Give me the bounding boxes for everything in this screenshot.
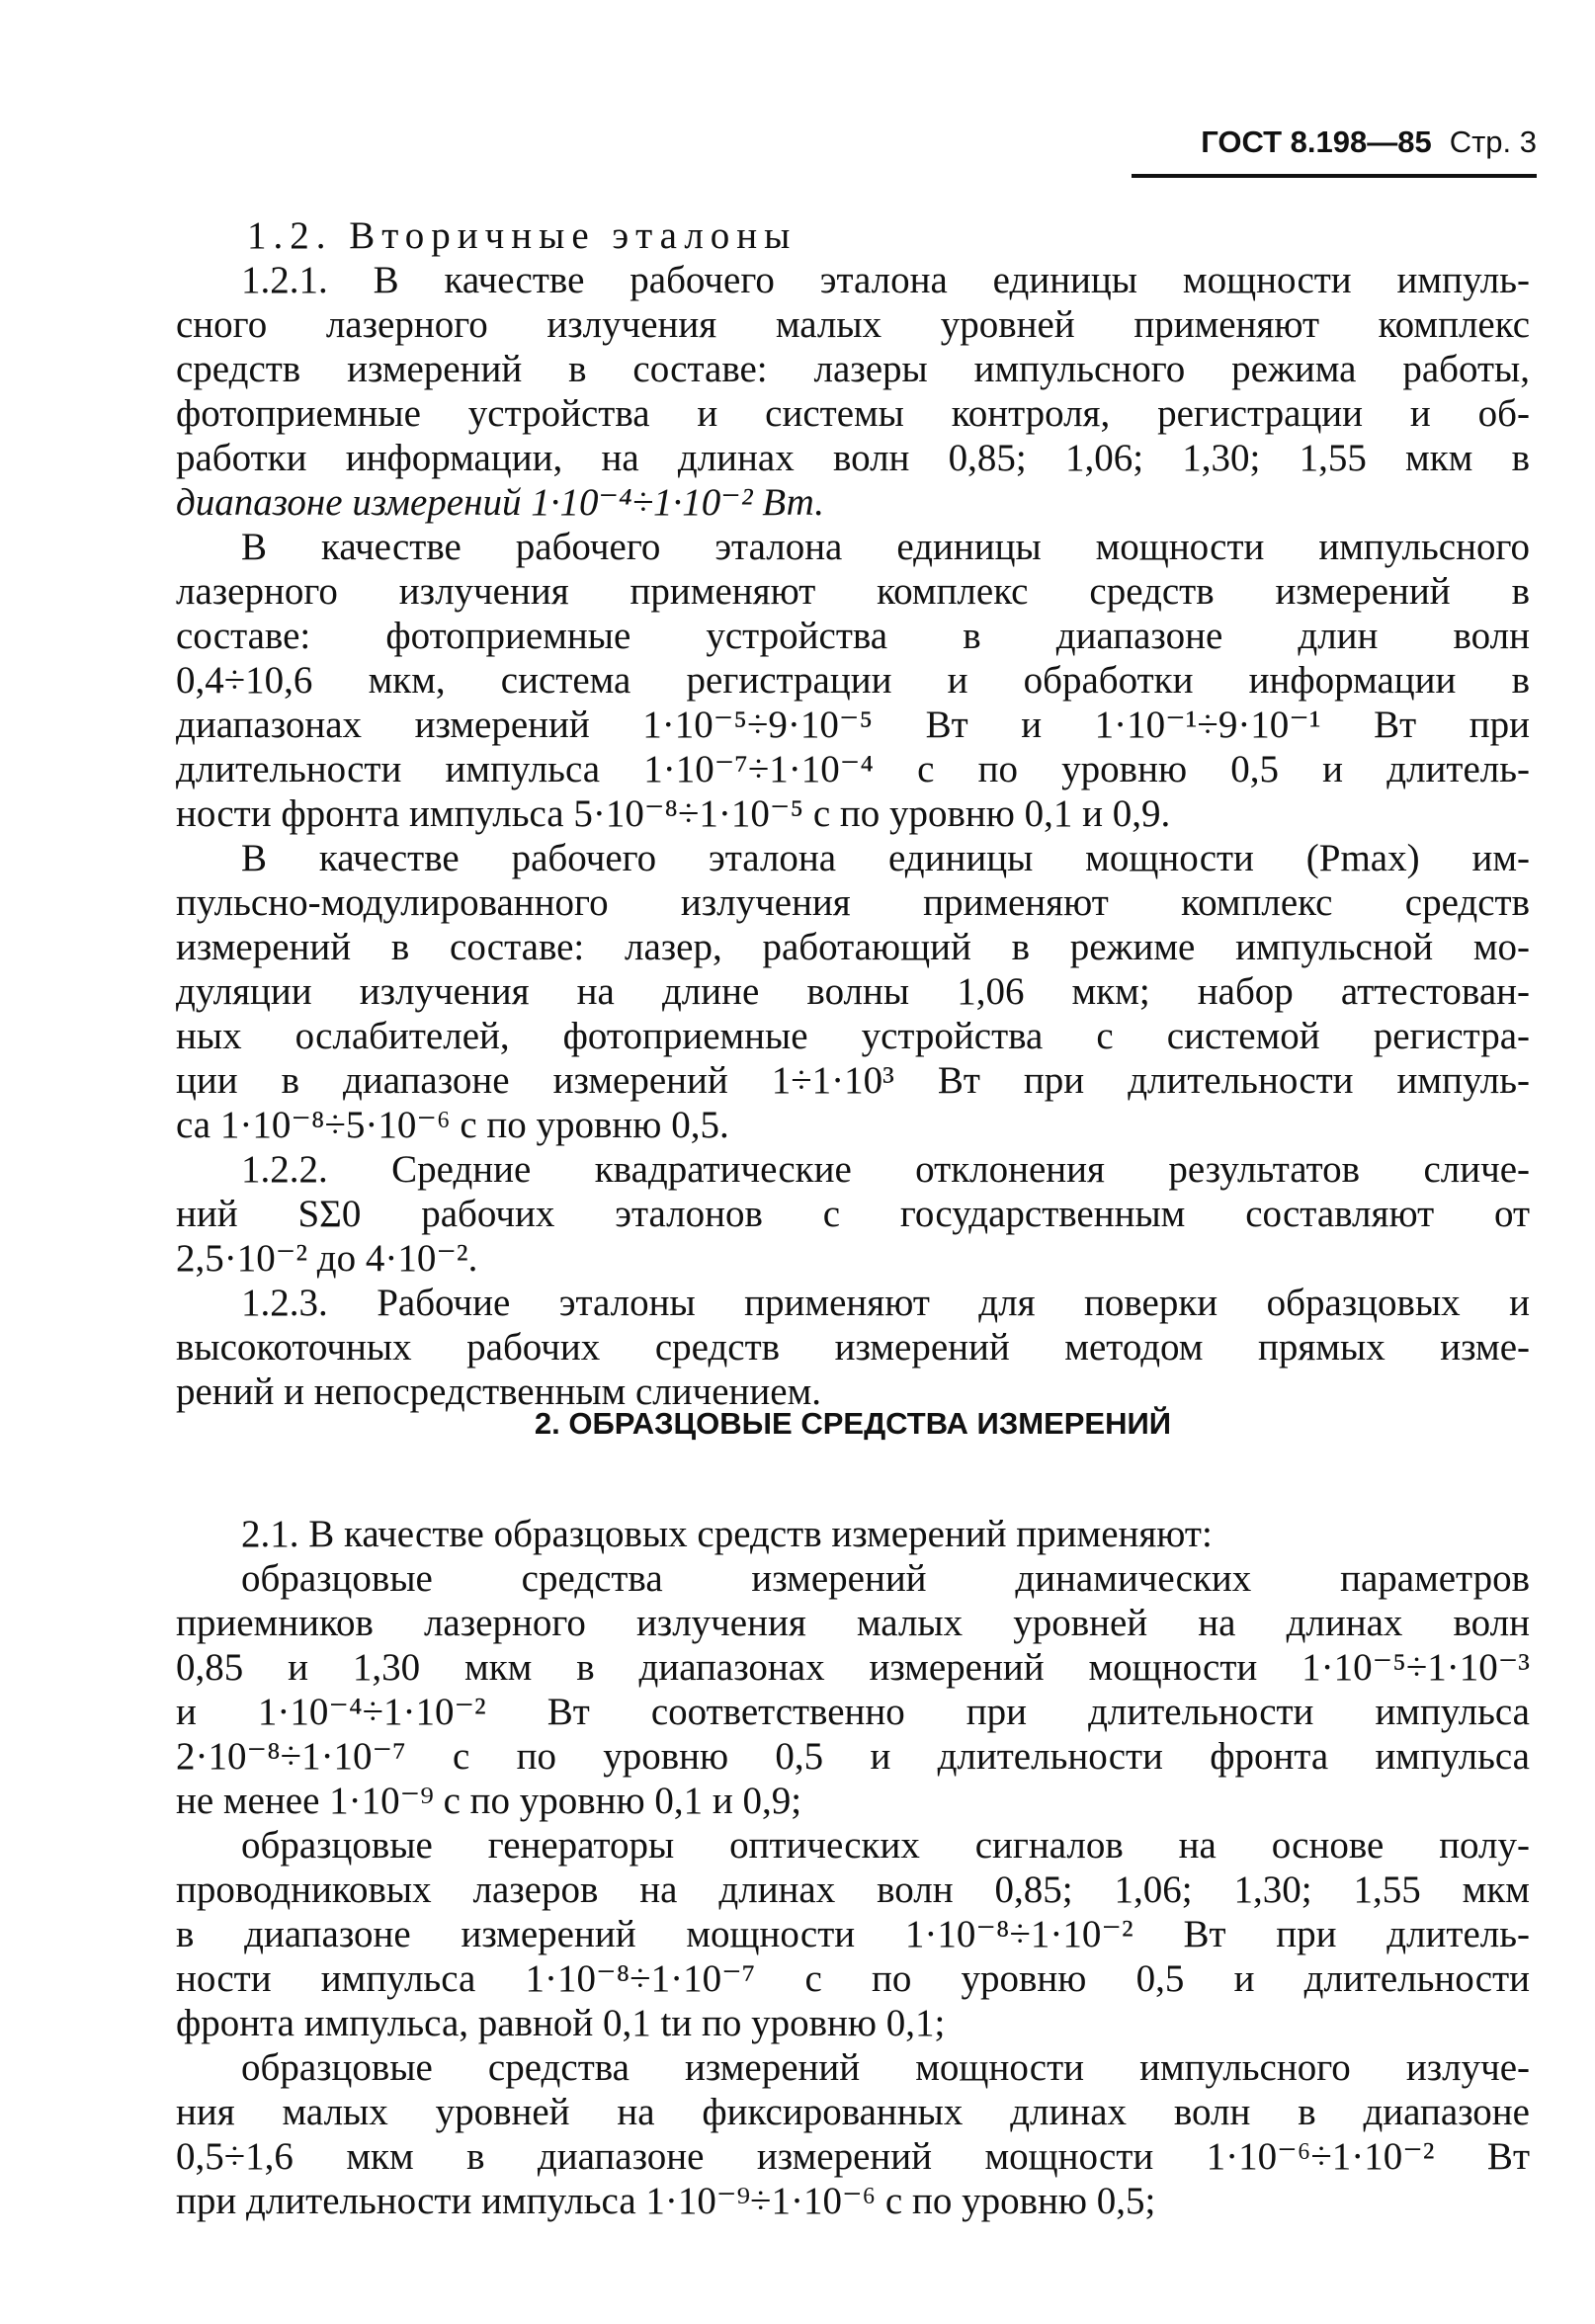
text-line: образцовые генераторы оптических сигналов на основе полу- xyxy=(241,1824,1530,1867)
text-line: в диапазоне измерений мощности 1·10⁻⁸÷1·10⁻² Вт при длитель- xyxy=(176,1913,1530,1955)
text-line: 0,4÷10,6 мкм, система регистрации и обработки информации в xyxy=(176,659,1530,702)
paragraph-modulated-standard xyxy=(176,836,1530,1147)
text-line: дуляции излучения на длине волны 1,06 мкм; набор аттестован- xyxy=(176,970,1530,1013)
text-line: ности фронта импульса 5·10⁻⁸÷1·10⁻⁵ с по уровню 0,1 и 0,9. xyxy=(176,792,1171,835)
paragraph-1-2-1 xyxy=(176,258,1530,525)
text-line: са 1·10⁻⁸÷5·10⁻⁶ с по уровню 0,5. xyxy=(176,1104,729,1146)
text-line: лазерного излучения применяют комплекс средств измерений в xyxy=(176,570,1530,613)
page-header xyxy=(1132,124,1537,178)
text-line: 2,5·10⁻² до 4·10⁻². xyxy=(176,1237,478,1280)
text-line: диапазонах измерений 1·10⁻⁵÷9·10⁻⁵ Вт и 1·10⁻¹÷9·10⁻¹ Вт при xyxy=(176,704,1530,746)
subsection-title: 1.2. Вторичные эталоны xyxy=(247,214,798,257)
text-line: 0,5÷1,6 мкм в диапазоне измерений мощности 1·10⁻⁶÷1·10⁻² Вт xyxy=(176,2135,1530,2178)
text-line: В качестве рабочего эталона единицы мощности (Pmax) им- xyxy=(241,837,1530,879)
text-line: ности импульса 1·10⁻⁸÷1·10⁻⁷ с по уровню 0,5 и длительности xyxy=(176,1957,1530,2000)
text-line: средств измерений в составе: лазеры импульсного режима работы, xyxy=(176,348,1530,390)
text-line: длительности импульса 1·10⁻⁷÷1·10⁻⁴ с по уровню 0,5 и длитель- xyxy=(176,748,1530,790)
text-line: 0,85 и 1,30 мкм в диапазонах измерений мощности 1·10⁻⁵÷1·10⁻³ xyxy=(176,1646,1530,1689)
text-line: пульсно-модулированного излучения применяют комплекс средств xyxy=(176,881,1530,924)
text-line: проводниковых лазеров на длинах волн 0,85; 1,06; 1,30; 1,55 мкм xyxy=(176,1868,1530,1911)
text-line: не менее 1·10⁻⁹ с по уровню 0,1 и 0,9; xyxy=(176,1780,802,1822)
text-line: 1.2.2. Средние квадратические отклонения результатов сличе- xyxy=(241,1148,1530,1191)
document-number: ГОСТ 8.198—85 xyxy=(1201,124,1432,159)
text-line: образцовые средства измерений мощности импульсного излуче- xyxy=(241,2046,1530,2089)
paragraph-1-2-3 xyxy=(176,1281,1530,1414)
text-line: сного лазерного излучения малых уровней применяют комплекс xyxy=(176,303,1530,346)
text-line: высокоточных рабочих средств измерений методом прямых изме- xyxy=(176,1326,1530,1369)
paragraph-pulsed-standard xyxy=(176,525,1530,836)
text-line: ний SΣ0 рабочих эталонов с государственным составляют от xyxy=(176,1193,1530,1235)
text-line: ции в диапазоне измерений 1÷1·10³ Вт при длительности импуль- xyxy=(176,1059,1530,1102)
text-line: 2.1. В качестве образцовых средств измерений применяют: xyxy=(241,1513,1213,1555)
text-line: ных ослабителей, фотоприемные устройства с системой регистра- xyxy=(176,1015,1530,1057)
text-line: В качестве рабочего эталона единицы мощности импульсного xyxy=(241,526,1530,568)
text-line: работки информации, на длинах волн 0,85; 1,06; 1,30; 1,55 мкм в xyxy=(176,437,1530,479)
section-1-2 xyxy=(176,213,1530,1414)
text-line: диапазоне измерений 1·10⁻⁴÷1·10⁻² Вт. xyxy=(176,481,824,524)
text-line: 1.2.3. Рабочие эталоны применяют для поверки образцовых и xyxy=(241,1282,1530,1324)
text-line: при длительности импульса 1·10⁻⁹÷1·10⁻⁶ с по уровню 0,5; xyxy=(176,2180,1156,2222)
text-line: 2·10⁻⁸÷1·10⁻⁷ с по уровню 0,5 и длительности фронта импульса xyxy=(176,1735,1530,1778)
section-heading: 2. ОБРАЗЦОВЫЕ СРЕДСТВА ИЗМЕРЕНИЙ xyxy=(534,1406,1172,1441)
paragraph-1-2-2 xyxy=(176,1147,1530,1281)
page-number: Стр. 3 xyxy=(1449,124,1537,159)
paragraph-dynamic-params xyxy=(176,1556,1530,1823)
text-line: и 1·10⁻⁴÷1·10⁻² Вт соответственно при длительности импульса xyxy=(176,1691,1530,1733)
text-line: фронта импульса, равной 0,1 tи по уровню 0,1; xyxy=(176,2002,946,2044)
text-line: приемников лазерного излучения малых уровней на длинах волн xyxy=(176,1602,1530,1644)
paragraph-generators xyxy=(176,1823,1530,2045)
paragraph-power-measurement xyxy=(176,2045,1530,2223)
text-line: измерений в составе: лазер, работающий в режиме импульсной мо- xyxy=(176,926,1530,968)
text-line: 1.2.1. В качестве рабочего эталона единицы мощности импуль- xyxy=(241,259,1530,301)
section-2 xyxy=(176,1512,1530,2223)
text-line: ния малых уровней на фиксированных длинах волн в диапазоне xyxy=(176,2091,1530,2133)
text-line: составе: фотоприемные устройства в диапазоне длин волн xyxy=(176,615,1530,657)
text-line: фотоприемные устройства и системы контроля, регистрации и об- xyxy=(176,392,1530,435)
text-line: рений и непосредственным сличением. xyxy=(176,1370,822,1413)
text-line: образцовые средства измерений динамических параметров xyxy=(241,1557,1530,1600)
